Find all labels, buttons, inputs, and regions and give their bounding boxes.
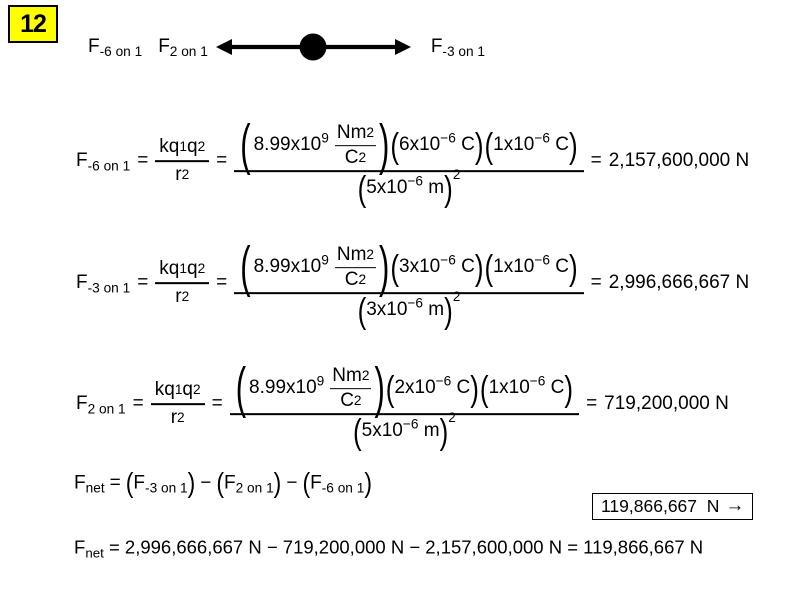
charge1-factor (390, 124, 484, 166)
equation-f-neg6-on-1 (76, 113, 750, 209)
coulomb-numerator: kq 1 q 2 (155, 258, 209, 284)
equals-sign: = (132, 393, 144, 415)
units-denominator: C 2 (344, 269, 367, 290)
coulomb-law-fraction (155, 258, 209, 308)
equation-f-2-on-1 (76, 356, 729, 452)
equals-sign: = (137, 272, 149, 294)
term-label: $F_{2 on 1}$ (224, 472, 274, 496)
open-paren: ( (240, 235, 251, 299)
open-paren: ( (390, 246, 400, 288)
charge2-value: $1x10^{-6}$ C (488, 373, 565, 399)
minus-sign: − (286, 472, 298, 494)
close-paren: ) (364, 466, 372, 498)
charge2-factor (484, 246, 578, 288)
charge2-value: $1x10^{-6}$ C (493, 252, 569, 278)
charge-dot (299, 34, 326, 61)
charge1-value: $2x10^{-6}$ C (394, 373, 471, 399)
answer-value: 119,866,667 N (601, 495, 720, 516)
answer-box (592, 493, 753, 520)
force-label-2-on-1: $F_{2 on 1}$ (158, 36, 208, 60)
slide-number: 12 (20, 9, 46, 38)
coulomb-constant: $8.99x10^9$ (249, 373, 325, 399)
close-paren: ) (273, 466, 282, 498)
distance-value: $3x10^{-6}$ m (366, 295, 445, 320)
distance-exponent: 2 (452, 167, 461, 183)
open-paren: ( (125, 466, 134, 498)
charge1-value: $6x10^{-6}$ C (399, 130, 475, 156)
open-paren: ( (357, 167, 367, 209)
substituted-fraction (230, 356, 579, 452)
units-numerator: Nm 2 (335, 122, 376, 146)
open-paren: ( (479, 367, 489, 409)
close-paren: ) (374, 356, 385, 420)
left-arrowhead-icon (216, 39, 232, 55)
coulomb-constant: $8.99x10^9$ (253, 252, 329, 278)
close-paren: ) (474, 124, 484, 166)
coulomb-constant: $8.99x10^9$ (253, 130, 329, 156)
coulomb-numerator: kq 1 q 2 (151, 379, 205, 405)
close-paren: ) (379, 113, 390, 177)
equals-sign: = (211, 393, 223, 415)
substituted-fraction (234, 235, 583, 331)
charge1-factor (390, 246, 484, 288)
open-paren: ( (240, 113, 251, 177)
open-paren: ( (390, 124, 400, 166)
units-numerator: Nm 2 (330, 365, 371, 389)
charge2-factor (479, 367, 574, 409)
coulomb-numerator: kq 1 q 2 (155, 136, 209, 162)
substituted-numerator (230, 356, 579, 420)
equals-sign: = (216, 272, 228, 294)
force-label: $F_{2 on 1}$ (76, 393, 126, 417)
fnet-term-3 (302, 466, 372, 498)
units-numerator: Nm 2 (335, 244, 376, 268)
equals-sign: = (216, 150, 228, 172)
open-paren: ( (484, 246, 494, 288)
coulomb-constant-group (252, 243, 378, 291)
open-paren: ( (385, 367, 395, 409)
distance-value: $5x10^{-6}$ m (361, 416, 440, 441)
coulomb-law-fraction (151, 379, 205, 429)
force-label: $F_{-6 on 1}$ (76, 150, 131, 174)
close-paren: ) (187, 466, 196, 498)
right-arrowhead-icon (395, 39, 411, 55)
substituted-numerator (234, 113, 583, 177)
distance-value: $5x10^{-6}$ m (366, 173, 445, 198)
units-denominator: C 2 (340, 390, 362, 411)
fnet-symbolic-line (74, 466, 372, 498)
distance-squared (357, 289, 461, 331)
open-paren: ( (357, 289, 367, 331)
close-paren: ) (564, 367, 574, 409)
constant-units-fraction (330, 365, 371, 412)
equation-f-neg3-on-1 (76, 235, 750, 331)
units-denominator: C 2 (344, 147, 367, 168)
distance-squared (353, 410, 456, 452)
open-paren: ( (216, 466, 225, 498)
force-vectors-icon (216, 28, 411, 66)
force-result: 719,200,000 N (604, 393, 729, 415)
equals-sign: = (137, 150, 149, 172)
fnet-term-1 (125, 466, 196, 498)
distance-squared (357, 167, 461, 209)
equals-sign: = (109, 472, 121, 494)
close-paren: ) (568, 124, 578, 166)
fnet-numeric-line: $F_{net} = 2,996,666,667$ N − 719,200,000 N − 2,157,600,000 N = 119,866,667 N (74, 536, 704, 561)
force-result: 2,996,666,667 N (608, 272, 750, 294)
coulomb-denominator: r 2 (175, 164, 190, 185)
coulomb-law-fraction (155, 136, 209, 186)
substituted-fraction (234, 113, 583, 209)
force-label: $F_{-3 on 1}$ (76, 272, 131, 296)
force-diagram (88, 26, 485, 68)
fnet-label: $F_{net}$ (74, 472, 105, 496)
equals-sign: = (586, 393, 598, 415)
force-result: 2,157,600,000 N (608, 150, 750, 172)
charge2-factor (484, 124, 578, 166)
term-label: $F_{-3 on 1}$ (133, 472, 188, 496)
open-paren: ( (235, 356, 247, 420)
fnet-term-2 (216, 466, 282, 498)
close-paren: ) (470, 367, 479, 409)
close-paren: ) (444, 167, 453, 209)
charge1-factor (385, 367, 479, 409)
charge1-value: $3x10^{-6}$ C (399, 252, 475, 278)
close-paren: ) (379, 235, 390, 299)
force-label-neg6-on-1: $F_{-6 on 1}$ (88, 36, 143, 60)
force-label-neg3-on-1: $F_{-3 on 1}$ (430, 36, 485, 60)
slide-number-badge (8, 5, 58, 43)
open-paren: ( (484, 124, 494, 166)
constant-units-fraction (335, 244, 376, 291)
open-paren: ( (302, 466, 311, 498)
coulomb-denominator: r 2 (175, 286, 190, 307)
coulomb-constant-group (252, 121, 378, 169)
close-paren: ) (474, 246, 484, 288)
distance-exponent: 2 (448, 410, 456, 426)
coulomb-constant-group (247, 364, 373, 412)
distance-exponent: 2 (452, 289, 461, 305)
close-paren: ) (439, 410, 449, 452)
substituted-numerator (234, 235, 583, 299)
minus-sign: − (200, 472, 212, 494)
equals-sign: = (590, 272, 602, 294)
right-arrow-icon: → (725, 495, 745, 516)
equals-sign: = (590, 150, 602, 172)
open-paren: ( (353, 410, 362, 452)
constant-units-fraction (335, 122, 376, 169)
coulomb-denominator: r 2 (170, 407, 185, 428)
close-paren: ) (444, 289, 453, 331)
close-paren: ) (568, 246, 578, 288)
term-label: $F_{-6 on 1}$ (310, 472, 365, 496)
charge2-value: $1x10^{-6}$ C (493, 130, 569, 156)
